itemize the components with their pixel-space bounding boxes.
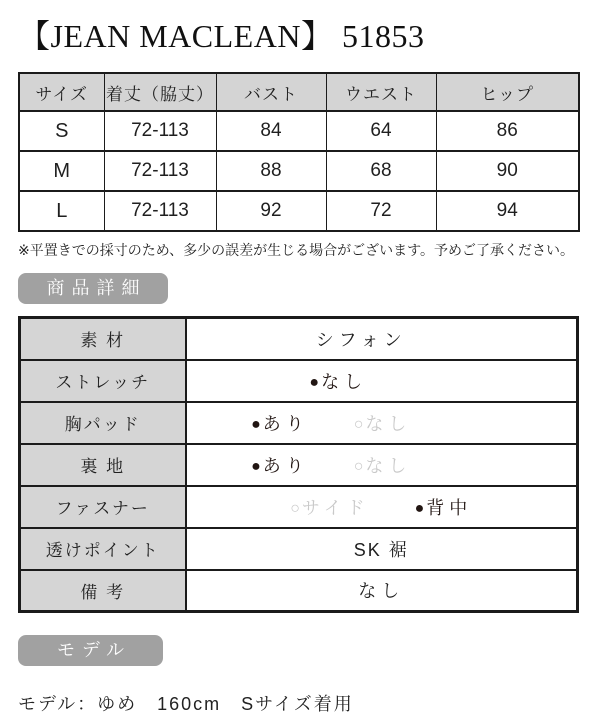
waist-value: 72 bbox=[326, 191, 436, 231]
detail-row-chest-pad bbox=[20, 402, 578, 444]
detail-label: 裏 地 bbox=[20, 444, 186, 486]
bust-value: 88 bbox=[216, 151, 326, 191]
empty-circle-icon: ○ bbox=[353, 415, 364, 433]
size-value: M bbox=[19, 151, 104, 191]
detail-label: 胸パッド bbox=[20, 402, 186, 444]
bust-value: 92 bbox=[216, 191, 326, 231]
detail-row-stretch bbox=[20, 360, 578, 402]
measurement-disclaimer: ※平置きでの採寸のため、多少の誤差が生じる場合がございます。予めご了承ください。 bbox=[18, 242, 575, 258]
size-column-header: サイズ bbox=[19, 73, 104, 111]
size-value: S bbox=[19, 111, 104, 151]
material-value: シフォン bbox=[315, 329, 407, 350]
lining-option-yes: ● あり bbox=[251, 455, 309, 476]
lining-option-no: ○ なし bbox=[353, 455, 412, 476]
section-header-model: モデル bbox=[18, 635, 163, 666]
waist-column-header: ウエスト bbox=[326, 73, 436, 111]
size-table-header-row bbox=[19, 73, 579, 111]
table-row-size-l bbox=[19, 191, 579, 231]
detail-label: ファスナー bbox=[20, 486, 186, 528]
detail-label: 備 考 bbox=[20, 570, 186, 612]
hip-value: 86 bbox=[436, 111, 579, 151]
filled-circle-icon: ● bbox=[251, 457, 261, 475]
size-table bbox=[18, 72, 580, 232]
table-row-size-s bbox=[19, 111, 579, 151]
model-info-text: モデル：ゆめ 160cm Sサイズ着用 bbox=[18, 694, 354, 714]
stretch-option-none: ● なし bbox=[309, 371, 368, 392]
detail-row-sheer-point bbox=[20, 528, 578, 570]
detail-label: 素 材 bbox=[20, 318, 186, 360]
detail-label: ストレッチ bbox=[20, 360, 186, 402]
sheer-point-value: SK 裾 bbox=[353, 539, 409, 560]
detail-row-material bbox=[20, 318, 578, 360]
bust-column-header: バスト bbox=[216, 73, 326, 111]
hip-column-header: ヒップ bbox=[436, 73, 579, 111]
bust-value: 84 bbox=[216, 111, 326, 151]
table-row-size-m bbox=[19, 151, 579, 191]
hip-value: 94 bbox=[436, 191, 579, 231]
length-column-header: 着丈（脇丈） bbox=[104, 73, 216, 111]
filled-circle-icon: ● bbox=[309, 373, 320, 391]
length-value: 72-113 bbox=[104, 151, 216, 191]
length-value: 72-113 bbox=[104, 191, 216, 231]
detail-label: 透けポイント bbox=[20, 528, 186, 570]
detail-row-lining bbox=[20, 444, 578, 486]
detail-row-zipper bbox=[20, 486, 578, 528]
length-value: 72-113 bbox=[104, 111, 216, 151]
hip-value: 90 bbox=[436, 151, 579, 191]
filled-circle-icon: ● bbox=[251, 415, 261, 433]
size-value: L bbox=[19, 191, 104, 231]
waist-value: 68 bbox=[326, 151, 436, 191]
product-details-table bbox=[18, 316, 579, 613]
filled-circle-icon: ● bbox=[414, 499, 425, 517]
section-header-product-details: 商品詳細 bbox=[18, 273, 168, 304]
pad-option-yes: ● あり bbox=[251, 413, 309, 434]
empty-circle-icon: ○ bbox=[290, 499, 300, 517]
page-title: 【JEAN MACLEAN】 51853 bbox=[18, 18, 425, 54]
remarks-value: なし bbox=[358, 581, 405, 602]
pad-option-no: ○ なし bbox=[353, 413, 412, 434]
detail-row-remarks bbox=[20, 570, 578, 612]
empty-circle-icon: ○ bbox=[353, 457, 364, 475]
zipper-option-side: ○ サイド bbox=[290, 497, 370, 518]
zipper-option-back: ● 背中 bbox=[414, 497, 473, 518]
waist-value: 64 bbox=[326, 111, 436, 151]
